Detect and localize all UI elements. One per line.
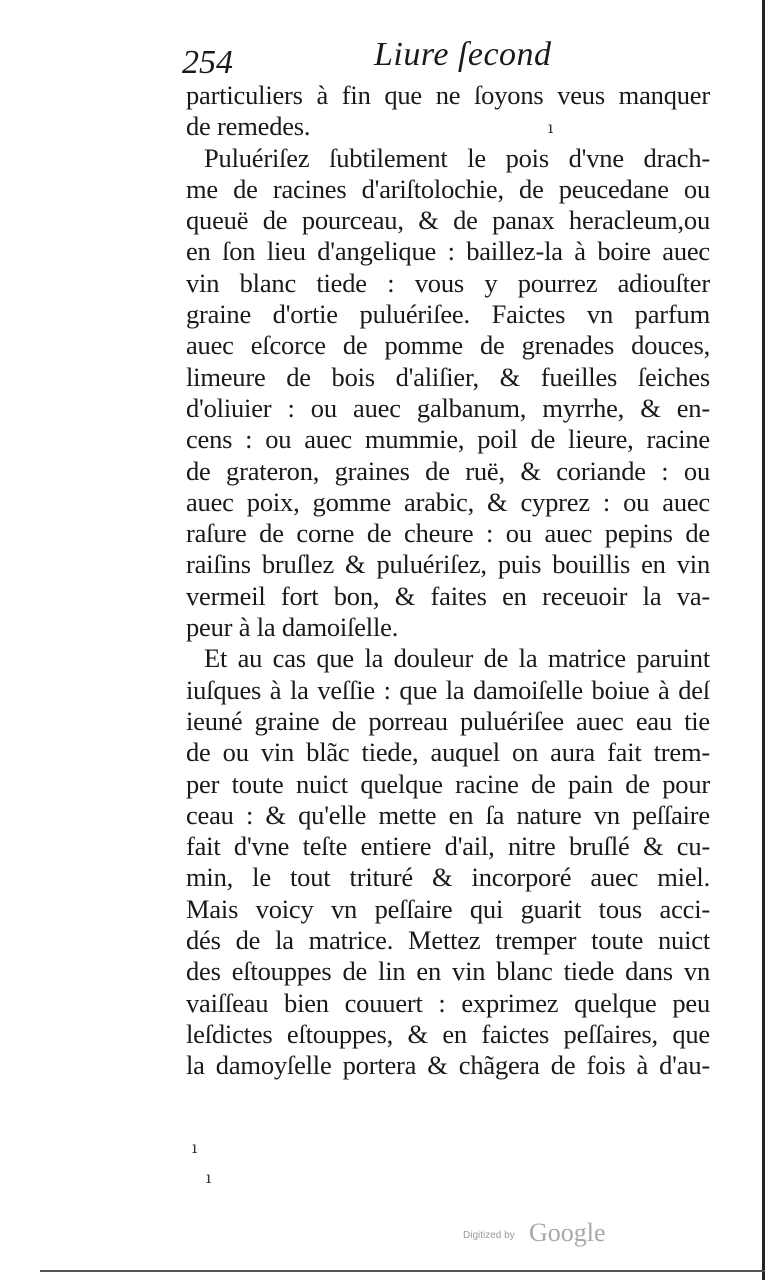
text-line: vaiſſeau bien couuert : exprimez quelque peu [186,987,710,1018]
text-line: peur à la damoiſelle. [186,612,399,643]
text-line: en ſon lieu d'angelique : baillez-la à boire auec [186,236,710,267]
body-text [186,80,710,1082]
text-line: iuſques à la veſſie : que la damoiſelle boiue à deſ [186,674,710,705]
text-line: queuë de pourceau, & de panax heracleum,ou [186,205,710,236]
text-line: per toute nuict quelque racine de pain de pour [186,768,710,799]
google-logo: Google [529,1218,606,1247]
text-line: d'oliuier : ou auec galbanum, myrrhe, & en- [186,392,710,423]
text-line: ieuné graine de porreau puluériſee auec eau tie [186,705,710,736]
text-line: Puluériſez ſubtilement le pois d'vne drach- [204,142,710,173]
text-line: de grateron, graines de ruë, & coriande : ou [186,455,710,486]
stray-ink-mark: ı [206,1168,212,1187]
text-line: graine d'ortie puluériſee. Faictes vn parfum [186,299,710,330]
text-line: la damoyſelle portera & chãgera de fois à d'au- [186,1050,710,1081]
text-line: limeure de bois d'aliſier, & fueilles ſeiches [186,361,710,392]
text-line: raiſins bruſlez & puluériſez, puis bouillis en vin [186,549,710,580]
page-number: 254 [182,44,233,81]
text-line: vin blanc tiede : vous y pourrez adiouſter [186,267,710,298]
book-title: Liure ſecond [374,36,552,73]
text-line: ceau : & qu'elle mette en ſa nature vn peſſaire [186,799,710,830]
text-line: Et au cas que la douleur de la matrice paruint [204,643,710,674]
scan-edge-bottom [40,1270,765,1272]
text-line: auec eſcorce de pomme de grenades douces, [186,330,710,361]
text-line: min, le tout trituré & incorporé auec miel. [186,862,710,893]
text-line: fait d'vne teſte entiere d'ail, nitre bruſlé & cu- [186,831,710,862]
text-line: leſdictes eſtouppes, & en faictes peſſaires, que [186,1018,710,1049]
text-line: de remedes. [186,111,311,142]
text-line: me de racines d'ariſtolochie, de peucedane ou [186,173,710,204]
text-line: cens : ou auec mummie, poil de lieure, racine [186,424,710,455]
text-line: dés de la matrice. Mettez tremper toute nuict [186,925,710,956]
text-line: Mais voicy vn peſſaire qui guarit tous acci- [186,893,710,924]
text-line: vermeil fort bon, & faites en receuoir la va- [186,580,710,611]
google-watermark [463,1218,623,1252]
running-head [182,36,552,80]
text-line: particuliers à fin que ne ſoyons veus manquer [186,80,710,110]
text-line: des eſtouppes de lin en vin blanc tiede dans vn [186,956,710,987]
stray-ink-mark: ı [548,118,554,137]
watermark-digitized-text: Digitized by [463,1230,515,1241]
text-line: de ou vin blãc tiede, auquel on aura fait trem- [186,737,710,768]
text-line: auec poix, gomme arabic, & cyprez : ou auec [186,486,710,517]
stray-ink-mark: ı [192,1138,198,1157]
text-line: raſure de corne de cheure : ou auec pepins de [186,518,710,549]
